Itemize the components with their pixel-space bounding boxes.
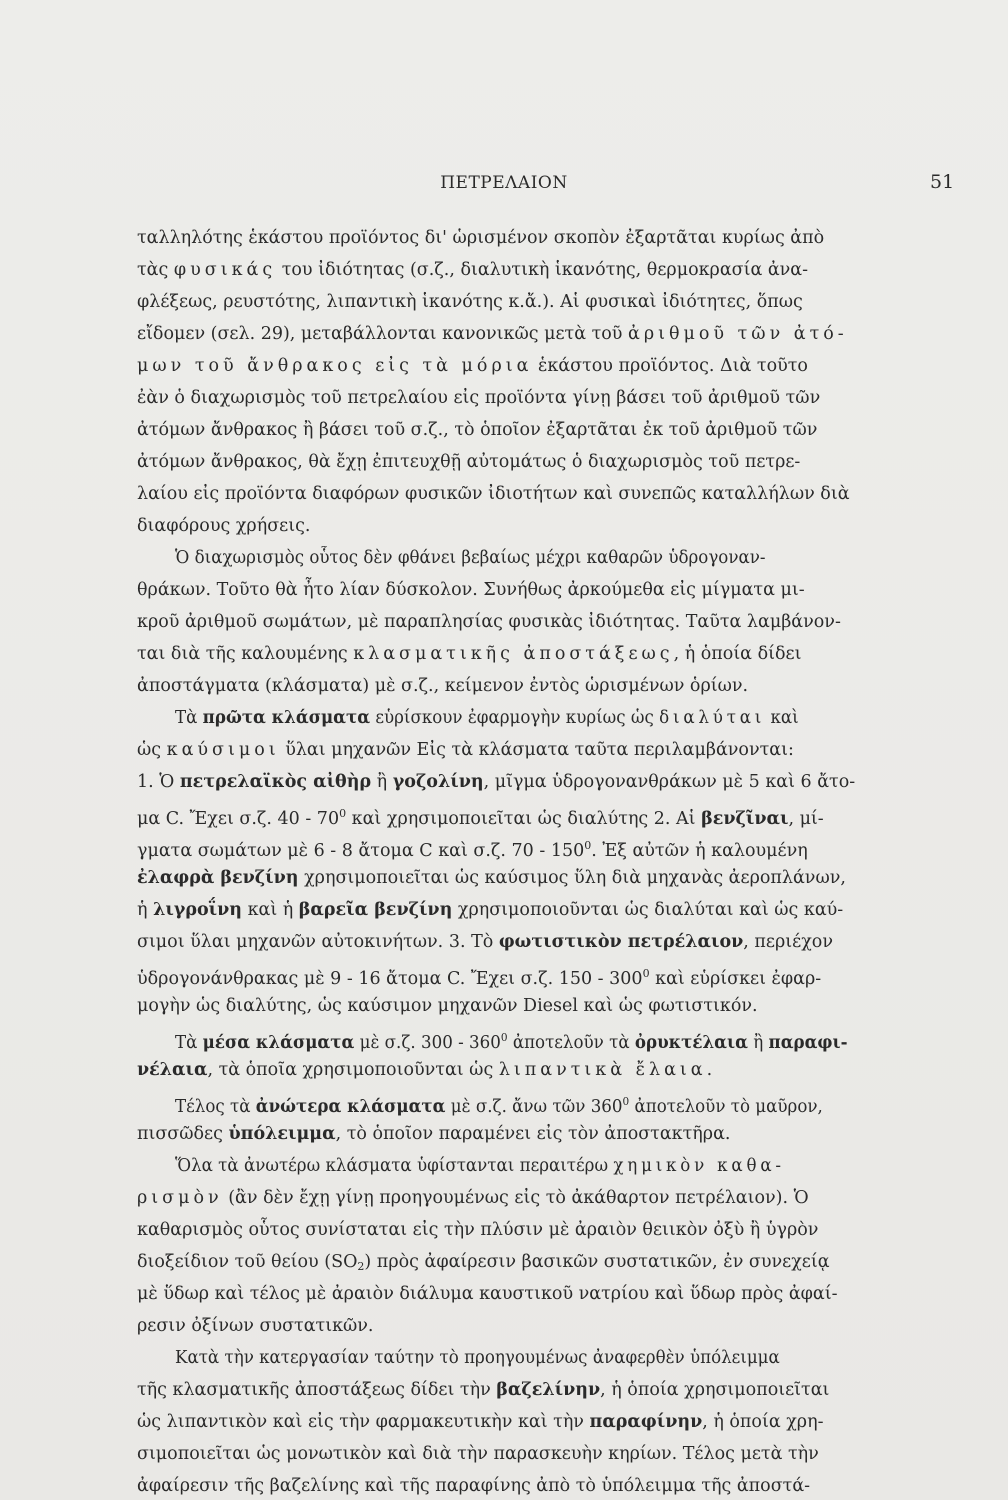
text-line: καθαρισμὸς οὗτος συνίσταται εἰς τὴν πλύσιν μὲ ἀραιὸν θειικὸν ὀξὺ ἢ ὑγρὸν [137,1220,819,1240]
text-line: ταλληλότης ἑκάστου προϊόντος δι' ὡρισμένον σκοπὸν ἐξαρτᾶται κυρίως ἀπὸ [137,228,825,248]
text-line: εἴδομεν (σελ. 29), μεταβάλλονται κανονικῶς μετὰ τοῦ ἀριθμοῦ τῶν ἀτό- [137,324,848,344]
text-line: πισσῶδες ὑπόλειμμα, τὸ ὁποῖον παραμένει εἰς τὸν ἀποστακτῆρα. [137,1124,731,1144]
text-line: σιμοποιεῖται ὡς μονωτικὸν καὶ διὰ τὴν παρασκευὴν κηρίων. Τέλος μετὰ τὴν [137,1444,819,1464]
text-line: μὲ ὕδωρ καὶ τέλος μὲ ἀραιὸν διάλυμα καυστικοῦ νατρίου καὶ ὕδωρ πρὸς ἀφαί- [137,1284,838,1304]
text-line: μων τοῦ ἄνθρακος εἰς τὰ μόρια ἑκάστου προϊόντος. Διὰ τοῦτο [137,356,808,376]
text-line: ρισμὸν (ἂν δὲν ἔχῃ γίνῃ προηγουμένως εἰς τὸ ἀκάθαρτον πετρέλαιον). Ὁ [137,1188,809,1208]
text-line: Τὰ πρῶτα κλάσματα εὑρίσκουν ἐφαρμογὴν κυρίως ὡς διαλύται καὶ [175,708,799,728]
text-line: σιμοι ὕλαι μηχανῶν αὐτοκινήτων. 3. Τὸ φωτιστικὸν πετρέλαιον, περιέχον [137,932,833,952]
text-line: νέλαια, τὰ ὁποῖα χρησιμοποιοῦνται ὡς λιπαντικὰ ἔλαια. [137,1060,717,1080]
text-line: θράκων. Τοῦτο θὰ ἦτο λίαν δύσκολον. Συνήθως ἀρκούμεθα εἰς μίγματα μι- [137,580,805,600]
text-line: διαφόρους χρήσεις. [137,516,311,536]
text-line: Τέλος τὰ ἀνώτερα κλάσματα μὲ σ.ζ. ἄνω τῶν $360^0$ ἀποτελοῦν τὸ μαῦρον, [175,1095,823,1117]
text-line: φλέξεως, ρευστότης, λιπαντικὴ ἱκανότης κ.ἄ.). Αἱ φυσικαὶ ἰδιότητες, ὅπως [137,292,803,312]
running-header-title: ΠΕΤΡΕΛΑΙΟΝ [440,173,568,193]
text-line: λαίου εἰς προϊόντα διαφόρων φυσικῶν ἰδιοτήτων καὶ συνεπῶς καταλλήλων διὰ [137,484,850,504]
text-line: μα C. Ἔχει σ.ζ. $40 - 70^0$ καὶ χρησιμοποιεῖται ὡς διαλύτης 2. Αἱ βενζῖναι, μί- [137,807,824,829]
text-line: γματα σωμάτων μὲ 6 - 8 ἄτομα C καὶ σ.ζ. $70 - 150^0$. Ἐξ αὐτῶν ἡ καλουμένη [137,839,808,861]
text-line: τῆς κλασματικῆς ἀποστάξεως δίδει τὴν βαζελίνην, ἡ ὁποία χρησιμοποιεῖται [137,1380,830,1400]
text-line: Ὅλα τὰ ἀνωτέρω κλάσματα ὑφίστανται περαιτέρω χημικὸν καθα- [175,1156,785,1176]
text-line: διοξείδιον τοῦ θείου $(SO_2)$ πρὸς ἀφαίρεσιν βασικῶν συστατικῶν, ἐν συνεχείᾳ [137,1252,830,1273]
text-line: ἀτόμων ἄνθρακος ἢ βάσει τοῦ σ.ζ., τὸ ὁποῖον ἐξαρτᾶται ἐκ τοῦ ἀριθμοῦ τῶν [137,420,818,440]
text-line: ρεσιν ὀξίνων συστατικῶν. [137,1316,374,1336]
text-line: ὡς καύσιμοι ὕλαι μηχανῶν Εἰς τὰ κλάσματα ταῦτα περιλαμβάνονται: [137,740,794,760]
text-line: κροῦ ἀριθμοῦ σωμάτων, μὲ παραπλησίας φυσικὰς ἰδιότητας. Ταῦτα λαμβάνον- [137,612,841,632]
text-line: τὰς φυσικάς του ἰδιότητας (σ.ζ., διαλυτικὴ ἱκανότης, θερμοκρασία ἀνα- [137,260,809,280]
text-line: ἀτόμων ἄνθρακος, θὰ ἔχῃ ἐπιτευχθῇ αὐτομάτως ὁ διαχωρισμὸς τοῦ πετρε- [137,452,801,472]
text-line: ἡ λιγροΐνη καὶ ἡ βαρεῖα βενζίνη χρησιμοποιοῦνται ὡς διαλύται καὶ ὡς καύ- [137,900,844,920]
text-line: ἐὰν ὁ διαχωρισμὸς τοῦ πετρελαίου εἰς προϊόντα γίνῃ βάσει τοῦ ἀριθμοῦ τῶν [137,388,821,408]
text-line: Ὁ διαχωρισμὸς οὗτος δὲν φθάνει βεβαίως μέχρι καθαρῶν ὑδρογοναν- [175,548,766,568]
text-line: μογὴν ὡς διαλύτης, ὡς καύσιμον μηχανῶν Diesel καὶ ὡς φωτιστικόν. [137,996,758,1016]
text-line: ὡς λιπαντικὸν καὶ εἰς τὴν φαρμακευτικὴν καὶ τὴν παραφίνην, ἡ ὁποία χρη- [137,1412,824,1432]
text-line: Κατὰ τὴν κατεργασίαν ταύτην τὸ προηγουμένως ἀναφερθὲν ὑπόλειμμα [175,1348,780,1368]
text-line: ἀφαίρεσιν τῆς βαζελίνης καὶ τῆς παραφίνης ἀπὸ τὸ ὑπόλειμμα τῆς ἀποστά- [137,1476,811,1496]
text-line: 1. Ὁ πετρελαϊκὸς αἰθὴρ ἢ γοζολίνη, μῖγμα ὑδρογονανθράκων μὲ 5 καὶ 6 ἄτο- [137,772,856,792]
text-line: ὑδρογονάνθρακας μὲ 9 - 16 ἄτομα C. Ἔχει σ.ζ. $150 - 300^0$ καὶ εὑρίσκει ἐφαρ- [137,967,822,989]
text-line: ται διὰ τῆς καλουμένης κλασματικῆς ἀποστάξεως, ἡ ὁποία δίδει [137,644,802,664]
text-line: Τὰ μέσα κλάσματα μὲ σ.ζ. $300 - 360^0$ ἀποτελοῦν τὰ ὀρυκτέλαια ἢ παραφι- [175,1031,848,1053]
text-line: ἐλαφρὰ βενζίνη χρησιμοποιεῖται ὡς καύσιμος ὕλη διὰ μηχανὰς ἀεροπλάνων, [137,868,846,888]
text-line: ἀποστάγματα (κλάσματα) μὲ σ.ζ., κείμενον ἐντὸς ὡρισμένων ὁρίων. [137,676,749,696]
page-number: 51 [930,171,955,193]
